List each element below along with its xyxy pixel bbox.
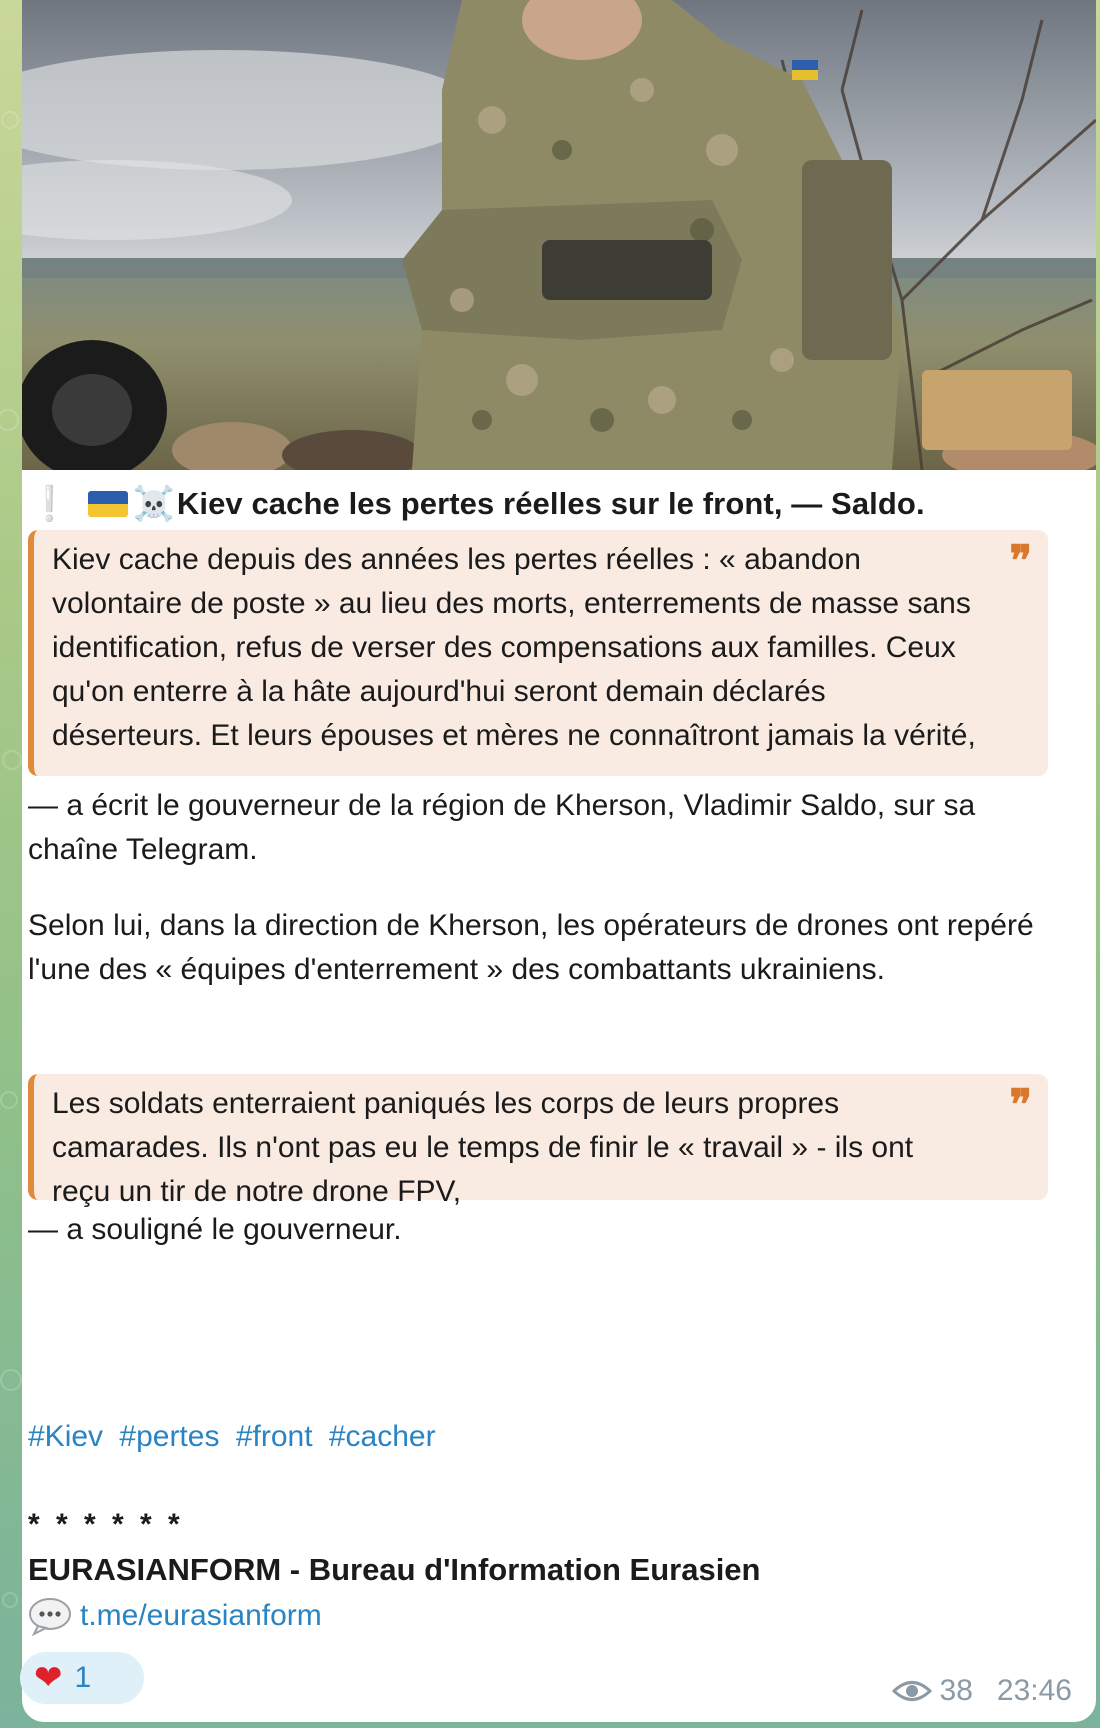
blockquote-1 xyxy=(28,530,1048,776)
view-count: 38 xyxy=(939,1674,973,1707)
blockquote-2 xyxy=(28,1074,1048,1208)
brand-name: EURASIANFORM - Bureau d'Information Eurasien xyxy=(28,1552,761,1587)
post-photo[interactable] xyxy=(22,0,1096,470)
post-title xyxy=(28,482,925,526)
hashtag-cacher[interactable]: #cacher xyxy=(328,1420,436,1453)
eye-icon xyxy=(892,1678,932,1704)
paragraph-1: — a écrit le gouverneur de la région de Kherson, Vladimir Saldo, sur sa chaîne Telegram. xyxy=(28,789,976,866)
reaction-count: 1 xyxy=(74,1661,92,1694)
heart-icon: ❤ xyxy=(34,1659,63,1697)
quote-icon: ❞ xyxy=(1009,1080,1032,1129)
hashtag-pertes[interactable]: #pertes xyxy=(119,1420,220,1453)
ukraine-flag-icon xyxy=(88,491,128,517)
hashtag-front[interactable]: #front xyxy=(235,1420,313,1453)
reaction-heart-button[interactable] xyxy=(20,1652,144,1704)
post-title-text: Kiev cache les pertes réelles sur le front, — Saldo. xyxy=(176,486,925,521)
soldier-photo xyxy=(22,0,1096,470)
paragraph-3: — a souligné le gouverneur. xyxy=(28,1213,402,1246)
quote-icon: ❞ xyxy=(1009,536,1032,585)
hashtag-kiev[interactable]: #Kiev xyxy=(28,1420,104,1453)
speech-balloon-icon xyxy=(28,1596,72,1636)
hashtags xyxy=(28,1420,444,1454)
channel-link-row xyxy=(28,1596,322,1636)
separator: * * * * * * xyxy=(28,1508,184,1541)
skull-icon: ☠️ xyxy=(132,485,175,523)
exclamation-icon: ❕ xyxy=(28,485,71,523)
message-time: 23:46 xyxy=(996,1674,1072,1707)
blockquote-1-text: Kiev cache depuis des années les pertes réelles : « abandon volontaire de poste » au lieu des morts, enterrements de masse sans identification, refus de verser des compensations aux familles. Ceux qu'on enterre à la hâte aujourd'hui seront demain déclarés déserteurs. Et leurs épouses et mères ne connaîtront jamais la vérité, xyxy=(52,543,976,752)
channel-link[interactable]: t.me/eurasianform xyxy=(80,1599,322,1632)
message-meta xyxy=(892,1674,1072,1708)
paragraph-2: Selon lui, dans la direction de Kherson, les opérateurs de drones ont repéré l'une des « équipes d'enterrement » des combattants ukrainiens. xyxy=(28,909,1034,986)
blockquote-2-text: Les soldats enterraient paniqués les corps de leurs propres camarades. Ils n'ont pas eu le temps de finir le « travail » - ils ont reçu un tir de notre drone FPV, xyxy=(52,1087,914,1208)
